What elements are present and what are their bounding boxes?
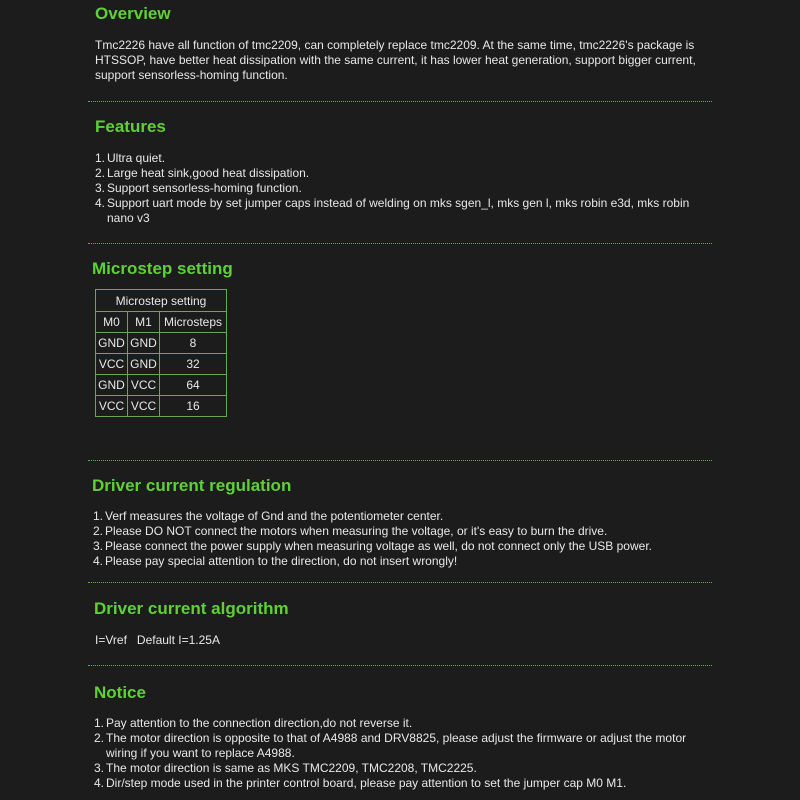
overview-text: Tmc2226 have all function of tmc2209, can completely replace tmc2209. At the same time, tmc2226's package is HTSSOP, have better heat dissipation with the same current, it has lower heat generation, support bigger current, support sensorless-homing function. (95, 38, 696, 82)
current-regulation-heading: Driver current regulation (92, 476, 292, 495)
list-text: The motor direction is opposite to that of A4988 and DRV8825, please adjust the firmware or adjust the motor wiring if you want to replace A4988. (106, 731, 687, 760)
list-number: 4. (93, 554, 104, 568)
microstep-table (95, 289, 227, 417)
list-text: Please connect the power supply when measuring voltage as well, do not connect only the USB power. (105, 539, 652, 553)
table-cell: VCC (128, 396, 160, 417)
list-text: Support sensorless-homing function. (107, 181, 302, 195)
list-text: Please DO NOT connect the motors when measuring the voltage, or it's easy to burn the drive. (105, 524, 608, 538)
table-cell: 8 (160, 333, 227, 354)
table-caption: Microstep setting (96, 290, 227, 312)
table-cell: GND (96, 375, 128, 396)
list-text: Support uart mode by set jumper caps instead of welding on mks sgen_l, mks gen l, mks robin e3d, mks robin nano v3 (107, 196, 690, 225)
table-cell: VCC (96, 354, 128, 375)
column-header: M1 (128, 312, 160, 333)
column-header: Microsteps (160, 312, 227, 333)
list-item (94, 716, 704, 731)
list-text: Large heat sink,good heat dissipation. (107, 166, 310, 180)
divider (88, 665, 712, 666)
list-item (95, 181, 700, 196)
list-number: 2. (94, 731, 105, 745)
table-row (96, 396, 227, 417)
features-list (95, 151, 700, 226)
list-item (93, 554, 703, 569)
overview-heading: Overview (95, 4, 171, 23)
list-number: 4. (95, 196, 106, 210)
list-item (93, 524, 703, 539)
list-item (95, 196, 700, 226)
features-heading: Features (95, 117, 166, 136)
column-header: M0 (96, 312, 128, 333)
list-item (94, 761, 704, 776)
list-number: 2. (95, 166, 106, 180)
table-row (96, 375, 227, 396)
table-row (96, 333, 227, 354)
notice-list (94, 716, 704, 791)
table-cell: VCC (128, 375, 160, 396)
list-text: Ultra quiet. (107, 151, 166, 165)
table-cell: 64 (160, 375, 227, 396)
list-number: 1. (95, 151, 106, 165)
list-number: 3. (93, 539, 104, 553)
list-text: Please pay special attention to the direction, do not insert wrongly! (105, 554, 458, 568)
table-cell: 32 (160, 354, 227, 375)
table-cell: 16 (160, 396, 227, 417)
list-number: 1. (93, 509, 104, 523)
table-cell: VCC (96, 396, 128, 417)
list-number: 4. (94, 776, 105, 790)
table-header-row (96, 312, 227, 333)
list-text: Verf measures the voltage of Gnd and the potentiometer center. (105, 509, 444, 523)
list-item (94, 731, 704, 761)
table-cell: GND (128, 354, 160, 375)
current-regulation-list (93, 509, 703, 569)
list-text: Dir/step mode used in the printer control board, please pay attention to set the jumper cap M0 M1. (106, 776, 627, 790)
list-item (95, 166, 700, 181)
list-number: 3. (95, 181, 106, 195)
divider (88, 582, 712, 583)
microstep-heading: Microstep setting (92, 259, 233, 278)
table-cell: GND (96, 333, 128, 354)
list-number: 3. (94, 761, 105, 775)
list-item (93, 539, 703, 554)
current-algorithm-heading: Driver current algorithm (94, 599, 289, 618)
notice-heading: Notice (94, 683, 146, 702)
table-cell: GND (128, 333, 160, 354)
divider (88, 101, 712, 102)
list-item (94, 776, 704, 791)
list-item (93, 509, 703, 524)
list-number: 1. (94, 716, 105, 730)
list-text: The motor direction is same as MKS TMC2209, TMC2208, TMC2225. (106, 761, 477, 775)
current-algorithm-text: I=Vref Default I=1.25A (95, 633, 220, 647)
list-item (95, 151, 700, 166)
divider (88, 460, 712, 461)
list-number: 2. (93, 524, 104, 538)
table-row (96, 354, 227, 375)
divider (88, 243, 712, 244)
list-text: Pay attention to the connection direction,do not reverse it. (106, 716, 413, 730)
